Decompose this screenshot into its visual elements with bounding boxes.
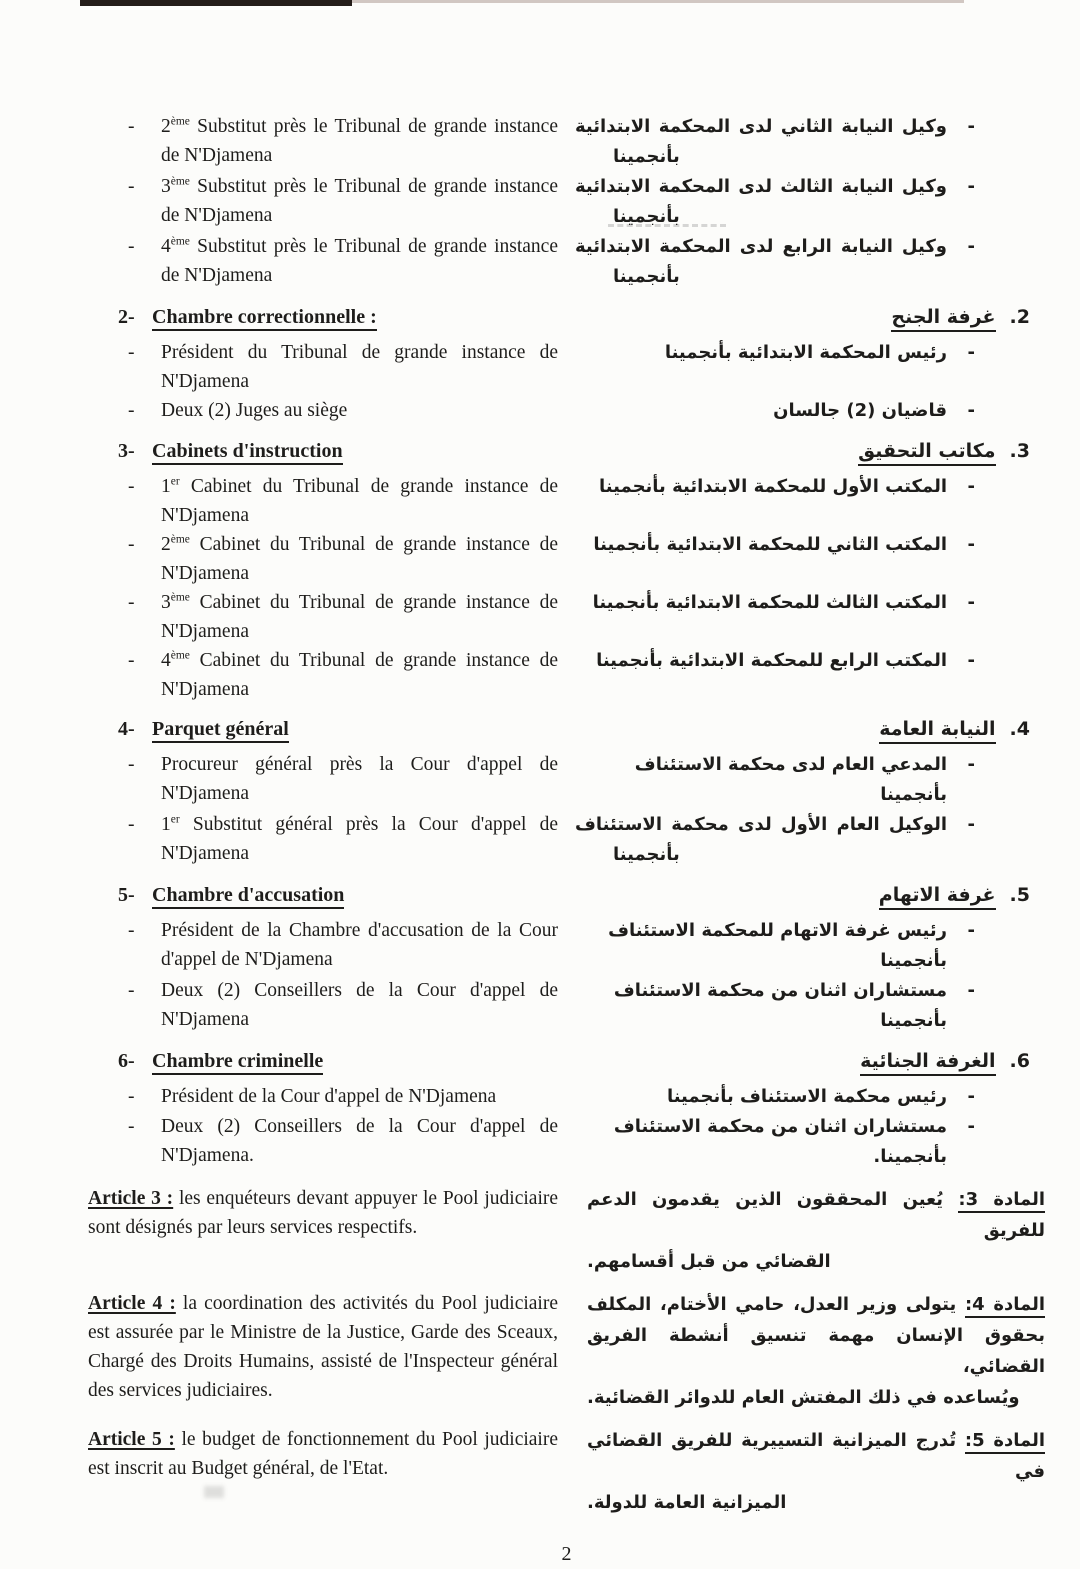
list-item — [88, 1082, 1045, 1112]
article-text: le budget de fonctionnement du Pool judiciaire est inscrit au Budget général, de l'Etat. — [88, 1429, 558, 1479]
french-item-text — [161, 172, 558, 230]
dash-bullet: - — [128, 1116, 135, 1137]
french-item — [88, 588, 558, 646]
arabic-item — [565, 338, 1045, 368]
arabic-article-line — [587, 1425, 1045, 1487]
ordinal-suffix: ème — [170, 649, 190, 662]
heading-title: مكاتب التحقيق — [858, 440, 995, 466]
french-item — [88, 976, 558, 1034]
arabic-item — [565, 810, 1045, 870]
scan-artifact-top-bar — [80, 0, 352, 6]
arabic-item-text — [575, 232, 947, 292]
dash-bullet: - — [128, 342, 135, 363]
arabic-heading — [595, 880, 1075, 910]
dash-bullet: - — [128, 116, 135, 137]
heading-number: 6- — [118, 1050, 135, 1072]
item-text: Substitut près le Tribunal de grande instance de N'Djamena — [161, 176, 558, 226]
heading-title: غرفة الاتهام — [879, 884, 996, 910]
arabic-article — [587, 1184, 1045, 1277]
arabic-heading — [595, 1046, 1075, 1076]
ordinal-suffix: ème — [170, 175, 190, 188]
arabic-line: بأنجمينا — [613, 844, 680, 865]
arabic-item — [565, 172, 1045, 232]
french-article — [88, 1425, 558, 1483]
arabic-item — [565, 916, 1045, 976]
list-item — [88, 810, 1045, 870]
heading-number: 4- — [118, 718, 135, 740]
french-item — [88, 1112, 558, 1170]
french-item-text — [161, 112, 558, 170]
heading-title: Chambre d'accusation — [152, 884, 344, 909]
french-item — [88, 338, 558, 396]
arabic-item — [565, 750, 1045, 810]
heading-title: Chambre correctionnelle : — [152, 306, 377, 331]
french-item — [88, 396, 558, 425]
dash-bullet: - — [967, 176, 975, 197]
arabic-line: الوكيل العام الأول لدى محكمة الاستئناف — [575, 814, 947, 835]
article-label: Article 4 : — [88, 1293, 176, 1314]
arabic-item — [565, 232, 1045, 292]
arabic-line: بأنجمينا — [613, 206, 680, 227]
dash-bullet: - — [128, 534, 135, 555]
ordinal-suffix: ème — [170, 591, 190, 604]
arabic-line: وكيل النيابة الثاني لدى المحكمة الابتدائية — [575, 116, 947, 137]
french-heading — [88, 880, 588, 910]
french-item-text: Deux (2) Juges au siège — [161, 400, 348, 421]
list-item — [88, 112, 1045, 172]
item-text: Cabinet du Tribunal de grande instance de N'Djamena — [161, 534, 558, 584]
french-item — [88, 232, 558, 290]
heading-number: .3 — [1009, 440, 1030, 462]
heading-number: .4 — [1009, 718, 1030, 740]
dash-bullet: - — [128, 980, 135, 1001]
dash-bullet: - — [967, 1116, 975, 1137]
french-item-text — [161, 588, 558, 646]
item-text: Substitut général près la Cour d'appel de N'Djamena — [161, 814, 558, 864]
ordinal: 1 — [161, 814, 171, 835]
ordinal-suffix: ème — [170, 115, 190, 128]
ordinal-suffix: er — [170, 813, 180, 826]
article-text: la coordination des activités du Pool judiciaire est assurée par le Ministre de la Justice, Garde des Sceaux, Chargé des Droits Humains, assisté de l'Inspecteur général des services judiciaires. — [88, 1293, 558, 1401]
dash-bullet: - — [967, 592, 975, 613]
french-item — [88, 530, 558, 588]
item-text: Cabinet du Tribunal de grande instance de N'Djamena — [161, 476, 558, 526]
article-label: المادة 5: — [965, 1430, 1045, 1454]
arabic-item-text: المكتب الأول للمحكمة الابتدائية بأنجمينا — [599, 476, 947, 497]
arabic-item-text: المكتب الثاني للمحكمة الابتدائية بأنجمينا — [593, 534, 947, 555]
section-heading — [88, 302, 1045, 332]
arabic-line: بأنجمينا — [613, 146, 680, 167]
french-item-text: Président de la Cour d'appel de N'Djamena — [161, 1086, 497, 1107]
dash-bullet: - — [967, 116, 975, 137]
french-item-text: Président de la Chambre d'accusation de la Cour d'appel de N'Djamena — [161, 920, 558, 970]
heading-number: .5 — [1009, 884, 1030, 906]
arabic-item-text: مستشاران اثنان من محكمة الاستئناف بأنجمينا — [613, 980, 947, 1031]
french-item — [88, 1082, 558, 1111]
french-item-text — [161, 810, 558, 868]
arabic-item-text — [575, 810, 947, 870]
french-item-text — [161, 530, 558, 588]
article-text: تُدرج الميزانية التسييرية للفريق القضائي في — [587, 1430, 1045, 1482]
arabic-line: وكيل النيابة الرابع لدى المحكمة الابتدائية — [575, 236, 947, 257]
heading-title: الغرفة الجنائية — [860, 1050, 995, 1076]
arabic-article-line — [587, 1184, 1045, 1246]
dash-bullet: - — [128, 814, 135, 835]
arabic-item — [565, 112, 1045, 172]
article-label: Article 5 : — [88, 1429, 175, 1450]
arabic-item-text: رئيس محكمة الاستئناف بأنجمينا — [666, 1086, 947, 1107]
arabic-item — [565, 976, 1045, 1036]
article-row — [88, 1289, 1045, 1413]
french-item-text: Deux (2) Conseillers de la Cour d'appel de N'Djamena. — [161, 1116, 558, 1166]
french-item — [88, 112, 558, 170]
french-item — [88, 810, 558, 868]
dash-bullet: - — [967, 476, 975, 497]
dash-bullet: - — [967, 754, 975, 775]
scan-artifact-top-tail — [352, 0, 964, 3]
french-heading — [88, 302, 588, 332]
ordinal: 2 — [161, 534, 171, 555]
dash-bullet: - — [128, 592, 135, 613]
article-row — [88, 1184, 1045, 1277]
article-row — [88, 1425, 1045, 1518]
arabic-item-text: رئيس المحكمة الابتدائية بأنجمينا — [664, 342, 947, 363]
heading-number: .6 — [1009, 1050, 1030, 1072]
heading-title: غرفة الجنح — [891, 306, 995, 332]
heading-number: 5- — [118, 884, 135, 906]
article-label: المادة 4: — [965, 1294, 1045, 1318]
ordinal-suffix: ème — [170, 533, 190, 546]
section-heading — [88, 1046, 1045, 1076]
arabic-item — [565, 1082, 1045, 1112]
french-article — [88, 1184, 558, 1242]
heading-title: Cabinets d'instruction — [152, 440, 343, 465]
arabic-item-text — [575, 172, 947, 232]
arabic-line: وكيل النيابة الثالث لدى المحكمة الابتدائية — [575, 176, 947, 197]
dash-bullet: - — [967, 920, 975, 941]
arabic-item — [565, 646, 1045, 676]
list-item — [88, 530, 1045, 588]
page-number: 2 — [561, 1543, 572, 1565]
list-item — [88, 338, 1045, 396]
dash-bullet: - — [967, 236, 975, 257]
arabic-heading — [595, 302, 1075, 332]
arabic-item — [565, 472, 1045, 502]
list-item — [88, 976, 1045, 1036]
arabic-article — [587, 1425, 1045, 1518]
arabic-item — [565, 588, 1045, 618]
french-item — [88, 172, 558, 230]
heading-number: .2 — [1009, 306, 1030, 328]
heading-title: Chambre criminelle — [152, 1050, 323, 1075]
arabic-item-text: المكتب الرابع للمحكمة الابتدائية بأنجمينا — [596, 650, 947, 671]
arabic-item-text: مستشاران اثنان من محكمة الاستئناف بأنجمينا. — [613, 1116, 947, 1167]
ordinal: 1 — [161, 476, 171, 497]
ordinal-suffix: ème — [170, 235, 190, 248]
arabic-heading — [595, 436, 1075, 466]
article-text: les enquéteurs devant appuyer le Pool judiciaire sont désignés par leurs services respectifs. — [88, 1188, 559, 1238]
ordinal-suffix: er — [170, 475, 180, 488]
french-item-text — [161, 232, 558, 290]
dash-bullet: - — [128, 236, 135, 257]
ordinal: 3 — [161, 592, 171, 613]
dash-bullet: - — [967, 400, 975, 421]
item-text: Substitut près le Tribunal de grande instance de N'Djamena — [161, 116, 558, 166]
dash-bullet: - — [128, 476, 135, 497]
arabic-article-line: الميزانية العامة للدولة. — [587, 1492, 787, 1513]
dash-bullet: - — [128, 400, 135, 421]
french-item — [88, 646, 558, 704]
section-heading — [88, 714, 1045, 744]
dash-bullet: - — [967, 650, 975, 671]
list-item — [88, 916, 1045, 976]
heading-number: 3- — [118, 440, 135, 462]
ordinal: 4 — [161, 236, 171, 257]
list-item — [88, 646, 1045, 704]
article-text: يُعين المحققون الذين يقدمون الدعم للفريق — [587, 1189, 1045, 1241]
french-item-text — [161, 646, 558, 704]
article-text: يتولى وزير العدل، حامي الأختام، المكلف — [587, 1294, 965, 1315]
arabic-item-text: قاضيان (2) جالسان — [773, 400, 947, 421]
arabic-article-line — [587, 1289, 1045, 1320]
dash-bullet: - — [967, 1086, 975, 1107]
item-text: Cabinet du Tribunal de grande instance de N'Djamena — [161, 592, 558, 642]
heading-number: 2- — [118, 306, 135, 328]
ordinal: 2 — [161, 116, 171, 137]
french-item-text: Deux (2) Conseillers de la Cour d'appel de N'Djamena — [161, 980, 558, 1030]
dash-bullet: - — [967, 980, 975, 1001]
dash-bullet: - — [967, 814, 975, 835]
french-heading — [88, 1046, 588, 1076]
arabic-article-line: بحقوق الإنسان مهمة تنسيق أنشطة الفريق القضائي، — [587, 1325, 1045, 1377]
arabic-item — [565, 530, 1045, 560]
dash-bullet: - — [967, 534, 975, 555]
list-item — [88, 588, 1045, 646]
section-heading — [88, 880, 1045, 910]
arabic-item — [565, 1112, 1045, 1172]
heading-title: النيابة العامة — [879, 718, 995, 744]
arabic-article-line: القضائي من قبل أقسامهم. — [587, 1251, 831, 1272]
list-item — [88, 750, 1045, 810]
dash-bullet: - — [128, 176, 135, 197]
scan-artifact-bottom-dot — [204, 1486, 224, 1498]
dash-bullet: - — [128, 1086, 135, 1107]
list-item — [88, 396, 1045, 426]
list-item — [88, 232, 1045, 292]
list-item — [88, 472, 1045, 530]
arabic-item-text: المكتب الثالث للمحكمة الابتدائية بأنجمينا — [592, 592, 947, 613]
french-item-text: Président du Tribunal de grande instance de N'Djamena — [161, 342, 558, 392]
french-item — [88, 472, 558, 530]
item-text: Substitut près le Tribunal de grande instance de N'Djamena — [161, 236, 558, 286]
french-item-text: Procureur général près la Cour d'appel de N'Djamena — [161, 754, 558, 804]
french-heading — [88, 714, 588, 744]
arabic-item — [565, 396, 1045, 426]
arabic-article-line: ويُساعده في ذلك المفتش العام للدوائر القضائية. — [587, 1387, 1020, 1408]
arabic-article — [587, 1289, 1045, 1413]
dash-bullet: - — [128, 920, 135, 941]
item-text: Cabinet du Tribunal de grande instance de N'Djamena — [161, 650, 558, 700]
article-label: Article 3 : — [88, 1188, 174, 1209]
french-heading — [88, 436, 588, 466]
french-article — [88, 1289, 558, 1405]
dash-bullet: - — [128, 754, 135, 775]
french-item-text — [161, 472, 558, 530]
dash-bullet: - — [128, 650, 135, 671]
french-item — [88, 750, 558, 808]
list-item — [88, 172, 1045, 232]
scan-artifact-smudge — [608, 224, 726, 227]
heading-title: Parquet général — [152, 718, 289, 743]
arabic-item-text — [575, 112, 947, 172]
arabic-item-text: المدعي العام لدى محكمة الاستئناف بأنجمينا — [634, 754, 947, 805]
ordinal: 3 — [161, 176, 171, 197]
arabic-item-text: رئيس غرفة الاتهام للمحكمة الاستئناف بأنجمينا — [608, 920, 947, 971]
french-item — [88, 916, 558, 974]
dash-bullet: - — [967, 342, 975, 363]
arabic-line: بأنجمينا — [613, 266, 680, 287]
section-heading — [88, 436, 1045, 466]
article-label: المادة 3: — [958, 1189, 1045, 1213]
arabic-heading — [595, 714, 1075, 744]
ordinal: 4 — [161, 650, 171, 671]
list-item — [88, 1112, 1045, 1172]
